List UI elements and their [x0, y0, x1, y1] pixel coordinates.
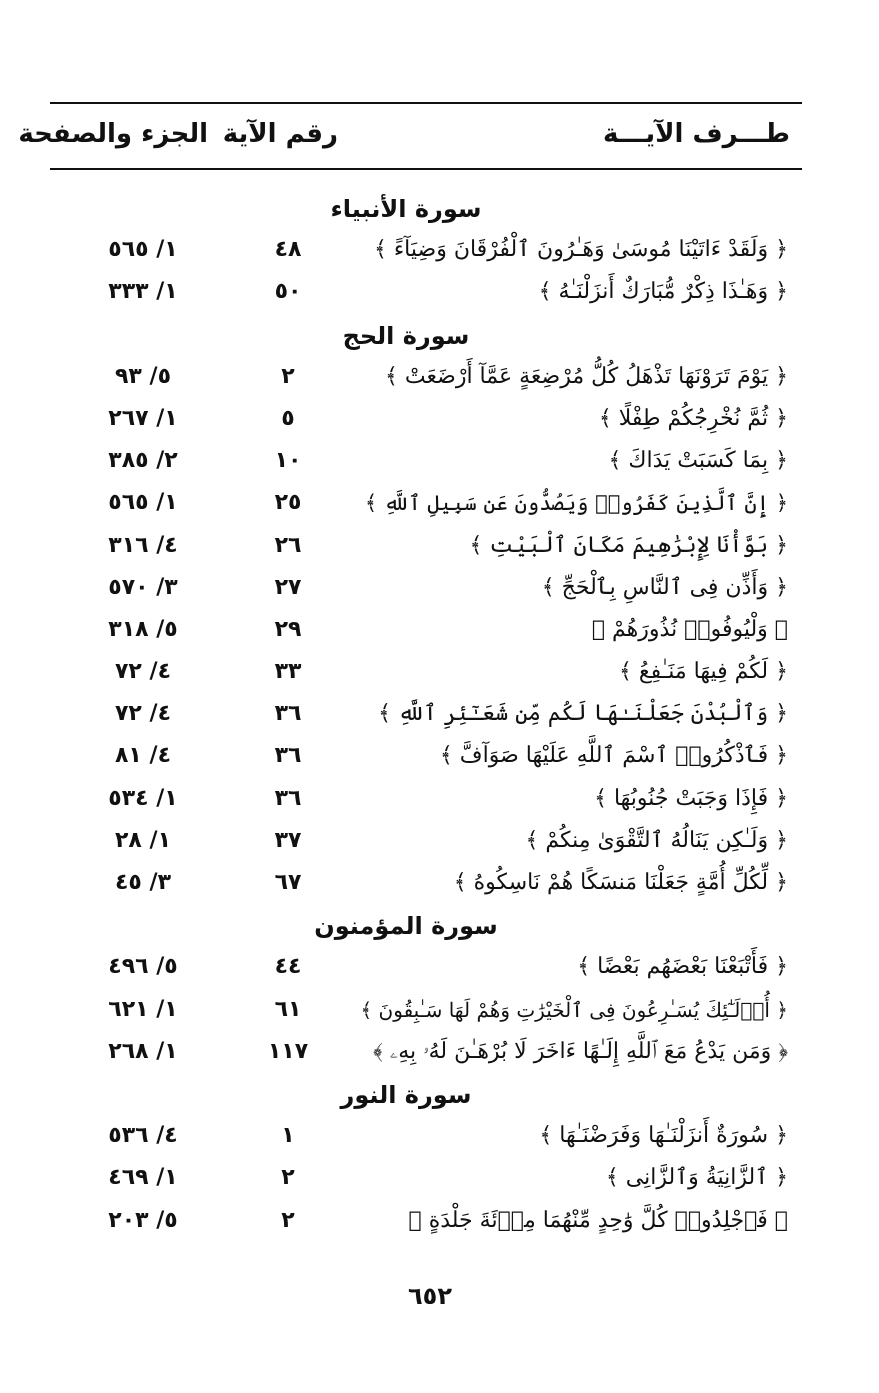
table-row [50, 650, 802, 692]
volume-page-ref: ١/ ٥٦٥ [108, 237, 178, 263]
index-table [50, 186, 802, 1241]
surah-title: سورة النور [340, 1080, 472, 1109]
verse-number: ٥٠ [274, 279, 302, 305]
table-row [50, 945, 802, 987]
verse-excerpt: ﴿ ٱلزَّانِيَةُ وَٱلزَّانِى ﴾ [605, 1165, 788, 1191]
verse-excerpt: ﴿ وَلَقَدْ ءَاتَيْنَا مُوسَىٰ وَهَـٰرُونَ ٱلْفُرْقَانَ وَضِيَآءً ﴾ [373, 237, 788, 263]
verse-excerpt: ﴿ فَٱذْكُرُوا۟ ٱسْمَ ٱللَّهِ عَلَيْهَا صَوَآفَّ ﴾ [439, 743, 788, 769]
verse-number: ١٠ [274, 448, 302, 474]
volume-page-ref: ٤/ ٥٣٦ [108, 1123, 178, 1149]
table-row [50, 228, 802, 270]
verse-number: ١ [281, 1123, 295, 1149]
verse-excerpt: ﴿ وَأَذِّن فِى ٱلنَّاسِ بِٱلْحَجِّ ﴾ [541, 574, 788, 600]
verse-number: ٢٦ [274, 532, 302, 558]
verse-excerpt: ﴿ سُورَةٌ أَنزَلْنَـٰهَا وَفَرَضْنَـٰهَا ﴾ [539, 1123, 788, 1149]
volume-page-ref: ٣/ ٤٥ [115, 870, 171, 895]
verse-excerpt: ﴿ ثُمَّ نُخْرِجُكُمْ طِفْلًا ﴾ [598, 405, 788, 431]
table-row [50, 819, 802, 861]
table-row [50, 481, 802, 523]
table-row [50, 988, 802, 1030]
table-row [50, 1114, 802, 1156]
table-row [50, 777, 802, 819]
verse-number: ٦١ [274, 996, 302, 1022]
table-row [50, 1156, 802, 1198]
index-page [18, 0, 802, 1393]
table-row [50, 524, 802, 566]
verse-number: ٥ [281, 405, 295, 431]
table-row [50, 608, 802, 650]
volume-page-ref: ٤/ ٨١ [115, 743, 171, 769]
verse-number: ٢ [281, 1165, 295, 1191]
table-row [50, 1199, 802, 1241]
volume-page-ref: ٣/ ٥٧٠ [108, 574, 178, 600]
verse-number: ٢ [281, 1207, 295, 1233]
verse-number: ٤٤ [274, 954, 302, 980]
volume-page-ref: ٤/ ٧٢ [115, 701, 171, 727]
table-row [50, 397, 802, 439]
verse-excerpt: ﴿ فَٱجْلِدُوا۟ كُلَّ وَٰحِدٍ مِّنْهُمَا مِا۟ئَةَ جَلْدَةٍ ﴾ [408, 1207, 788, 1233]
verse-excerpt: ﴿ وَٱلْبُدْنَ جَعَلْنَـٰهَا لَكُم مِّن شَعَـٰٓئِرِ ٱللَّهِ ﴾ [378, 701, 788, 727]
volume-page-ref: ٤/ ٧٢ [115, 659, 171, 685]
table-row [50, 692, 802, 734]
verse-excerpt: ﴿ لَكُمْ فِيهَا مَنَـٰفِعُ ﴾ [619, 659, 788, 685]
column-header-volume-page: الجزء والصفحة [18, 119, 208, 149]
verse-number: ٣٦ [274, 701, 302, 727]
volume-page-ref: ١/ ٢٦٨ [108, 1038, 178, 1064]
volume-page-ref: ٥/ ٢٠٣ [108, 1207, 178, 1233]
surah-title: سورة الأنبياء [330, 195, 482, 223]
table-row [50, 355, 802, 397]
volume-page-ref: ١/ ٢٦٧ [108, 405, 178, 431]
verse-excerpt: ﴿ بَوَّأْنَا لِإِبْرَٰهِيمَ مَكَانَ ٱلْبَيْتِ ﴾ [469, 532, 788, 558]
verse-number: ٣٣ [274, 659, 302, 685]
column-header-verse: طـــرف الآيـــة [602, 119, 790, 149]
table-row [50, 270, 802, 312]
table-row [50, 439, 802, 481]
verse-excerpt: ﴿ لِّكُلِّ أُمَّةٍ جَعَلْنَا مَنسَكًا هُمْ نَاسِكُوهُ ﴾ [453, 870, 788, 895]
verse-number: ٢٩ [274, 616, 302, 642]
verse-number: ٢٥ [274, 490, 302, 516]
surah-heading-row [50, 186, 802, 228]
verse-number: ٣٧ [274, 827, 302, 853]
table-row [50, 861, 802, 903]
verse-excerpt: ﴿ وَمَن يَدْعُ مَعَ ٱللَّهِ إِلَـٰهًا ءَاخَرَ لَا بُرْهَـٰنَ لَهُۥ بِهِۦ ﴾ [373, 1038, 788, 1064]
surah-heading-row [50, 313, 802, 355]
volume-page-ref: ٥/ ٩٣ [115, 363, 171, 389]
volume-page-ref: ١/ ٢٨ [115, 827, 171, 853]
volume-page-ref: ١/ ٣٣٣ [108, 279, 178, 305]
verse-excerpt: ﴿ وَلْيُوفُوا۟ نُذُورَهُمْ ﴾ [591, 616, 788, 642]
surah-heading-row [50, 903, 802, 945]
table-row [50, 566, 802, 608]
verse-excerpt: ﴿ فَأَتْبَعْنَا بَعْضَهُم بَعْضًا ﴾ [577, 954, 788, 980]
verse-excerpt: ﴿ بِمَا كَسَبَتْ يَدَاكَ ﴾ [608, 448, 788, 474]
verse-number: ٢٧ [274, 574, 302, 600]
verse-excerpt: ﴿ أُو۟لَـٰٓئِكَ يُسَـٰرِعُونَ فِى ٱلْخَيْرَٰتِ وَهُمْ لَهَا سَـٰبِقُونَ ﴾ [360, 997, 788, 1022]
verse-excerpt: ﴿ وَلَـٰكِن يَنَالُهُ ٱلتَّقْوَىٰ مِنكُمْ ﴾ [525, 827, 788, 853]
volume-page-ref: ١/ ٥٣٤ [108, 785, 178, 811]
verse-number: ٦٧ [274, 870, 302, 895]
verse-number: ٤٨ [274, 237, 302, 263]
surah-title: سورة الحج [342, 321, 470, 350]
volume-page-ref: ٥/ ٤٩٦ [108, 954, 178, 980]
verse-number: ٢ [281, 363, 295, 389]
volume-page-ref: ٥/ ٣١٨ [108, 616, 178, 642]
surah-title: سورة المؤمنون [314, 912, 498, 941]
page-number: ٦٥٢ [408, 1282, 452, 1310]
surah-heading-row [50, 1072, 802, 1114]
table-row [50, 1030, 802, 1072]
verse-excerpt: ﴿ يَوْمَ تَرَوْنَهَا تَذْهَلُ كُلُّ مُرْضِعَةٍ عَمَّآ أَرْضَعَتْ ﴾ [385, 363, 788, 389]
verse-excerpt: ﴿ وَهَـٰذَا ذِكْرٌ مُّبَارَكٌ أَنزَلْنَـٰهُ ﴾ [538, 279, 788, 305]
volume-page-ref: ١/ ٦٢١ [108, 996, 178, 1022]
verse-number: ٣٦ [274, 743, 302, 769]
header-bottom-rule [50, 168, 802, 170]
volume-page-ref: ٢/ ٣٨٥ [108, 448, 178, 474]
header-top-rule [50, 102, 802, 104]
verse-excerpt: ﴿ إِنَّ ٱلَّذِينَ كَفَرُوا۟ وَيَصُدُّونَ عَن سَبِيلِ ٱللَّهِ ﴾ [364, 491, 788, 516]
verse-excerpt: ﴿ فَإِذَا وَجَبَتْ جُنُوبُهَا ﴾ [594, 785, 788, 811]
volume-page-ref: ٤/ ٣١٦ [108, 532, 178, 558]
volume-page-ref: ١/ ٤٦٩ [108, 1165, 178, 1191]
column-header-verse-number: رقم الآية [222, 119, 338, 149]
verse-number: ٣٦ [274, 785, 302, 811]
verse-number: ١١٧ [267, 1038, 309, 1064]
volume-page-ref: ١/ ٥٦٥ [108, 490, 178, 516]
table-row [50, 734, 802, 776]
